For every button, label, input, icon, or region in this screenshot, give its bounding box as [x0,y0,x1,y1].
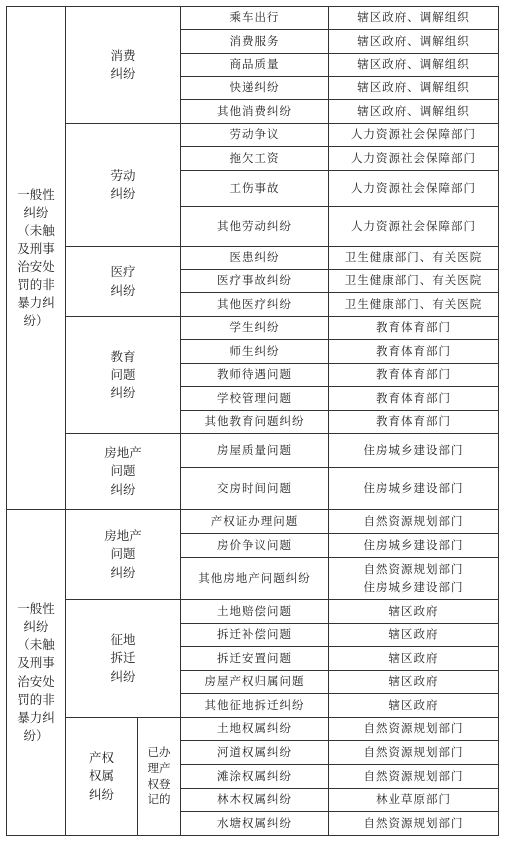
department-line: 住房城乡建设部门 [363,579,464,594]
dispute-item: 消费服务 [181,30,329,54]
department-line: 卫生健康部门、有关医院 [344,273,483,288]
dispute-item: 快递纠纷 [181,77,329,100]
note-line: 已办 [147,745,171,760]
table-row [7,317,499,340]
category-line: 一般性 [17,601,55,616]
subcategory-line: 消费 [110,47,136,63]
dispute-item: 拖欠工资 [181,147,329,171]
note-line: 记的 [147,792,171,807]
department-cell [329,340,499,364]
department-cell [329,671,499,694]
dispute-item: 房价争议问题 [181,534,329,558]
table-row [7,7,499,30]
dispute-item: 房屋产权归属问题 [181,671,329,694]
department-line: 辖区政府 [388,674,439,689]
dispute-item: 滩涂权属纠纷 [181,765,329,789]
department-line: 辖区政府 [388,627,439,642]
subcategory-line: 房地产 [104,445,142,461]
department-cell [329,765,499,789]
department-line: 教育体育部门 [376,390,451,405]
subcategory-line: 纠纷 [88,786,114,802]
department-cell [329,468,499,510]
subcategory-line: 纠纷 [110,186,136,201]
dispute-item: 学生纠纷 [181,317,329,340]
table-row [7,124,499,147]
subcategory-line: 纠纷 [110,385,136,401]
department-line: 辖区政府、调解组织 [357,33,470,48]
dispute-item: 其他教育问题纠纷 [181,411,329,434]
dispute-item: 交房时间问题 [181,468,329,510]
table-row [7,718,499,741]
department-line: 人力资源社会保障部门 [351,180,476,195]
category-line: 罚的非 [17,691,55,707]
category-line: 及刑事 [17,655,55,671]
department-line: 教育体育部门 [376,414,451,429]
department-cell [329,77,499,100]
department-line: 卫生健康部门、有关医院 [344,296,483,311]
category-line: （未触 [17,637,55,653]
category-line: 纠纷 [23,204,49,220]
department-cell [329,741,499,765]
dispute-item: 学校管理问题 [181,387,329,411]
department-cell [329,293,499,317]
department-line: 辖区政府、调解组织 [357,57,470,72]
dispute-item: 医患纠纷 [181,247,329,270]
dispute-item: 师生纠纷 [181,340,329,364]
department-line: 人力资源社会保障部门 [351,218,476,233]
department-cell [329,387,499,411]
category-line: 纷） [23,727,49,743]
category-line: 一般性 [17,186,55,202]
subcategory-line: 纠纷 [110,564,136,580]
department-cell [329,600,499,624]
department-cell [329,270,499,293]
department-line: 自然资源规划部门 [363,721,464,736]
department-line: 林业草原部门 [376,792,451,807]
dispute-item: 其他征地拆迁纠纷 [181,694,329,718]
department-cell [329,694,499,718]
subcategory-cell [66,600,181,718]
department-cell [329,718,499,741]
department-line: 住房城乡建设部门 [363,480,464,495]
table-row [7,434,499,468]
dispute-item: 土地赔偿问题 [181,600,329,624]
category-line: 治安处 [17,259,55,274]
subcategory-cell [66,247,181,317]
dispute-item: 其他医疗纠纷 [181,293,329,317]
dispute-item: 工伤事故 [181,171,329,207]
subcategory-line: 问题 [110,463,136,479]
dispute-item: 教师待遇问题 [181,364,329,387]
category-cell [7,510,66,836]
subcategory-line: 拆迁 [110,650,136,666]
department-cell [329,434,499,468]
subcategory-line: 房地产 [104,528,142,544]
department-cell [329,789,499,812]
subcategory-line: 问题 [110,366,136,382]
subcategory-line: 纠纷 [110,481,136,497]
note-line: 理产 [147,760,171,775]
category-line: 纷） [23,313,49,329]
dispute-item: 水塘权属纠纷 [181,812,329,836]
department-line: 自然资源规划部门 [363,815,464,830]
department-cell [329,812,499,836]
category-line: 暴力纠 [17,709,55,725]
category-line: 罚的非 [17,277,55,293]
category-cell [7,7,66,510]
dispute-table-body [7,7,499,836]
department-line: 自然资源规划部门 [363,562,464,577]
dispute-item: 林木权属纠纷 [181,789,329,812]
subcategory-line: 劳动 [110,167,136,183]
department-line: 自然资源规划部门 [363,513,464,528]
department-cell [329,247,499,270]
department-line: 教育体育部门 [376,367,451,382]
table-row [7,247,499,270]
dispute-item: 其他劳动纠纷 [181,207,329,247]
department-cell [329,207,499,247]
subcategory-line: 征地 [110,632,136,648]
department-cell [329,317,499,340]
subcategory-line: 纠纷 [110,66,136,81]
department-line: 住房城乡建设部门 [363,537,464,552]
table-row [7,510,499,534]
department-line: 卫生健康部门、有关医院 [344,250,483,265]
dispute-item: 劳动争议 [181,124,329,147]
subcategory-cell [66,317,181,434]
department-cell [329,647,499,671]
department-line: 自然资源规划部门 [363,744,464,759]
department-cell [329,124,499,147]
subcategory-cell [66,718,138,836]
note-line: 权登 [147,776,171,791]
dispute-item: 乘车出行 [181,7,329,30]
department-line: 辖区政府、调解组织 [357,10,470,25]
category-line: 暴力纠 [17,295,55,311]
department-line: 教育体育部门 [376,320,451,335]
dispute-item: 土地权属纠纷 [181,718,329,741]
category-line: 及刑事 [17,240,55,256]
subcategory-cell [66,124,181,247]
department-line: 辖区政府 [388,697,439,712]
category-line: 纠纷 [23,619,49,635]
department-line: 住房城乡建设部门 [363,442,464,457]
subcategory-line: 纠纷 [110,668,136,684]
department-line: 辖区政府 [388,650,439,665]
department-cell [329,147,499,171]
department-line: 人力资源社会保障部门 [351,127,476,142]
subcategory-cell [66,434,181,510]
dispute-item: 房屋质量问题 [181,434,329,468]
department-cell [329,364,499,387]
dispute-item: 拆迁补偿问题 [181,624,329,647]
dispute-item: 其他房地产问题纠纷 [181,558,329,600]
department-line: 辖区政府 [388,603,439,618]
department-cell [329,558,499,600]
note-cell [138,718,181,836]
subcategory-line: 教育 [110,348,136,364]
department-cell [329,411,499,434]
subcategory-cell [66,510,181,600]
dispute-item: 医疗事故纠纷 [181,270,329,293]
subcategory-line: 权属 [88,768,114,784]
department-cell [329,624,499,647]
dispute-item: 其他消费纠纷 [181,100,329,124]
department-cell [329,54,499,77]
subcategory-line: 产权 [88,750,114,766]
department-cell [329,534,499,558]
subcategory-line: 医疗 [110,264,136,280]
dispute-table [6,6,499,836]
dispute-item: 拆迁安置问题 [181,647,329,671]
department-line: 自然资源规划部门 [363,768,464,783]
department-cell [329,171,499,207]
dispute-item: 商品质量 [181,54,329,77]
department-cell [329,30,499,54]
department-line: 辖区政府、调解组织 [357,103,470,118]
department-line: 辖区政府、调解组织 [357,80,470,95]
department-line: 教育体育部门 [376,343,451,358]
category-line: 治安处 [17,673,55,689]
category-line: （未触 [17,222,55,238]
department-line: 人力资源社会保障部门 [351,150,476,165]
department-cell [329,7,499,30]
dispute-item: 河道权属纠纷 [181,741,329,765]
subcategory-line: 纠纷 [110,282,136,298]
dispute-item: 产权证办理问题 [181,510,329,534]
department-cell [329,100,499,124]
subcategory-line: 问题 [110,546,136,562]
table-row [7,600,499,624]
subcategory-cell [66,7,181,124]
department-cell [329,510,499,534]
